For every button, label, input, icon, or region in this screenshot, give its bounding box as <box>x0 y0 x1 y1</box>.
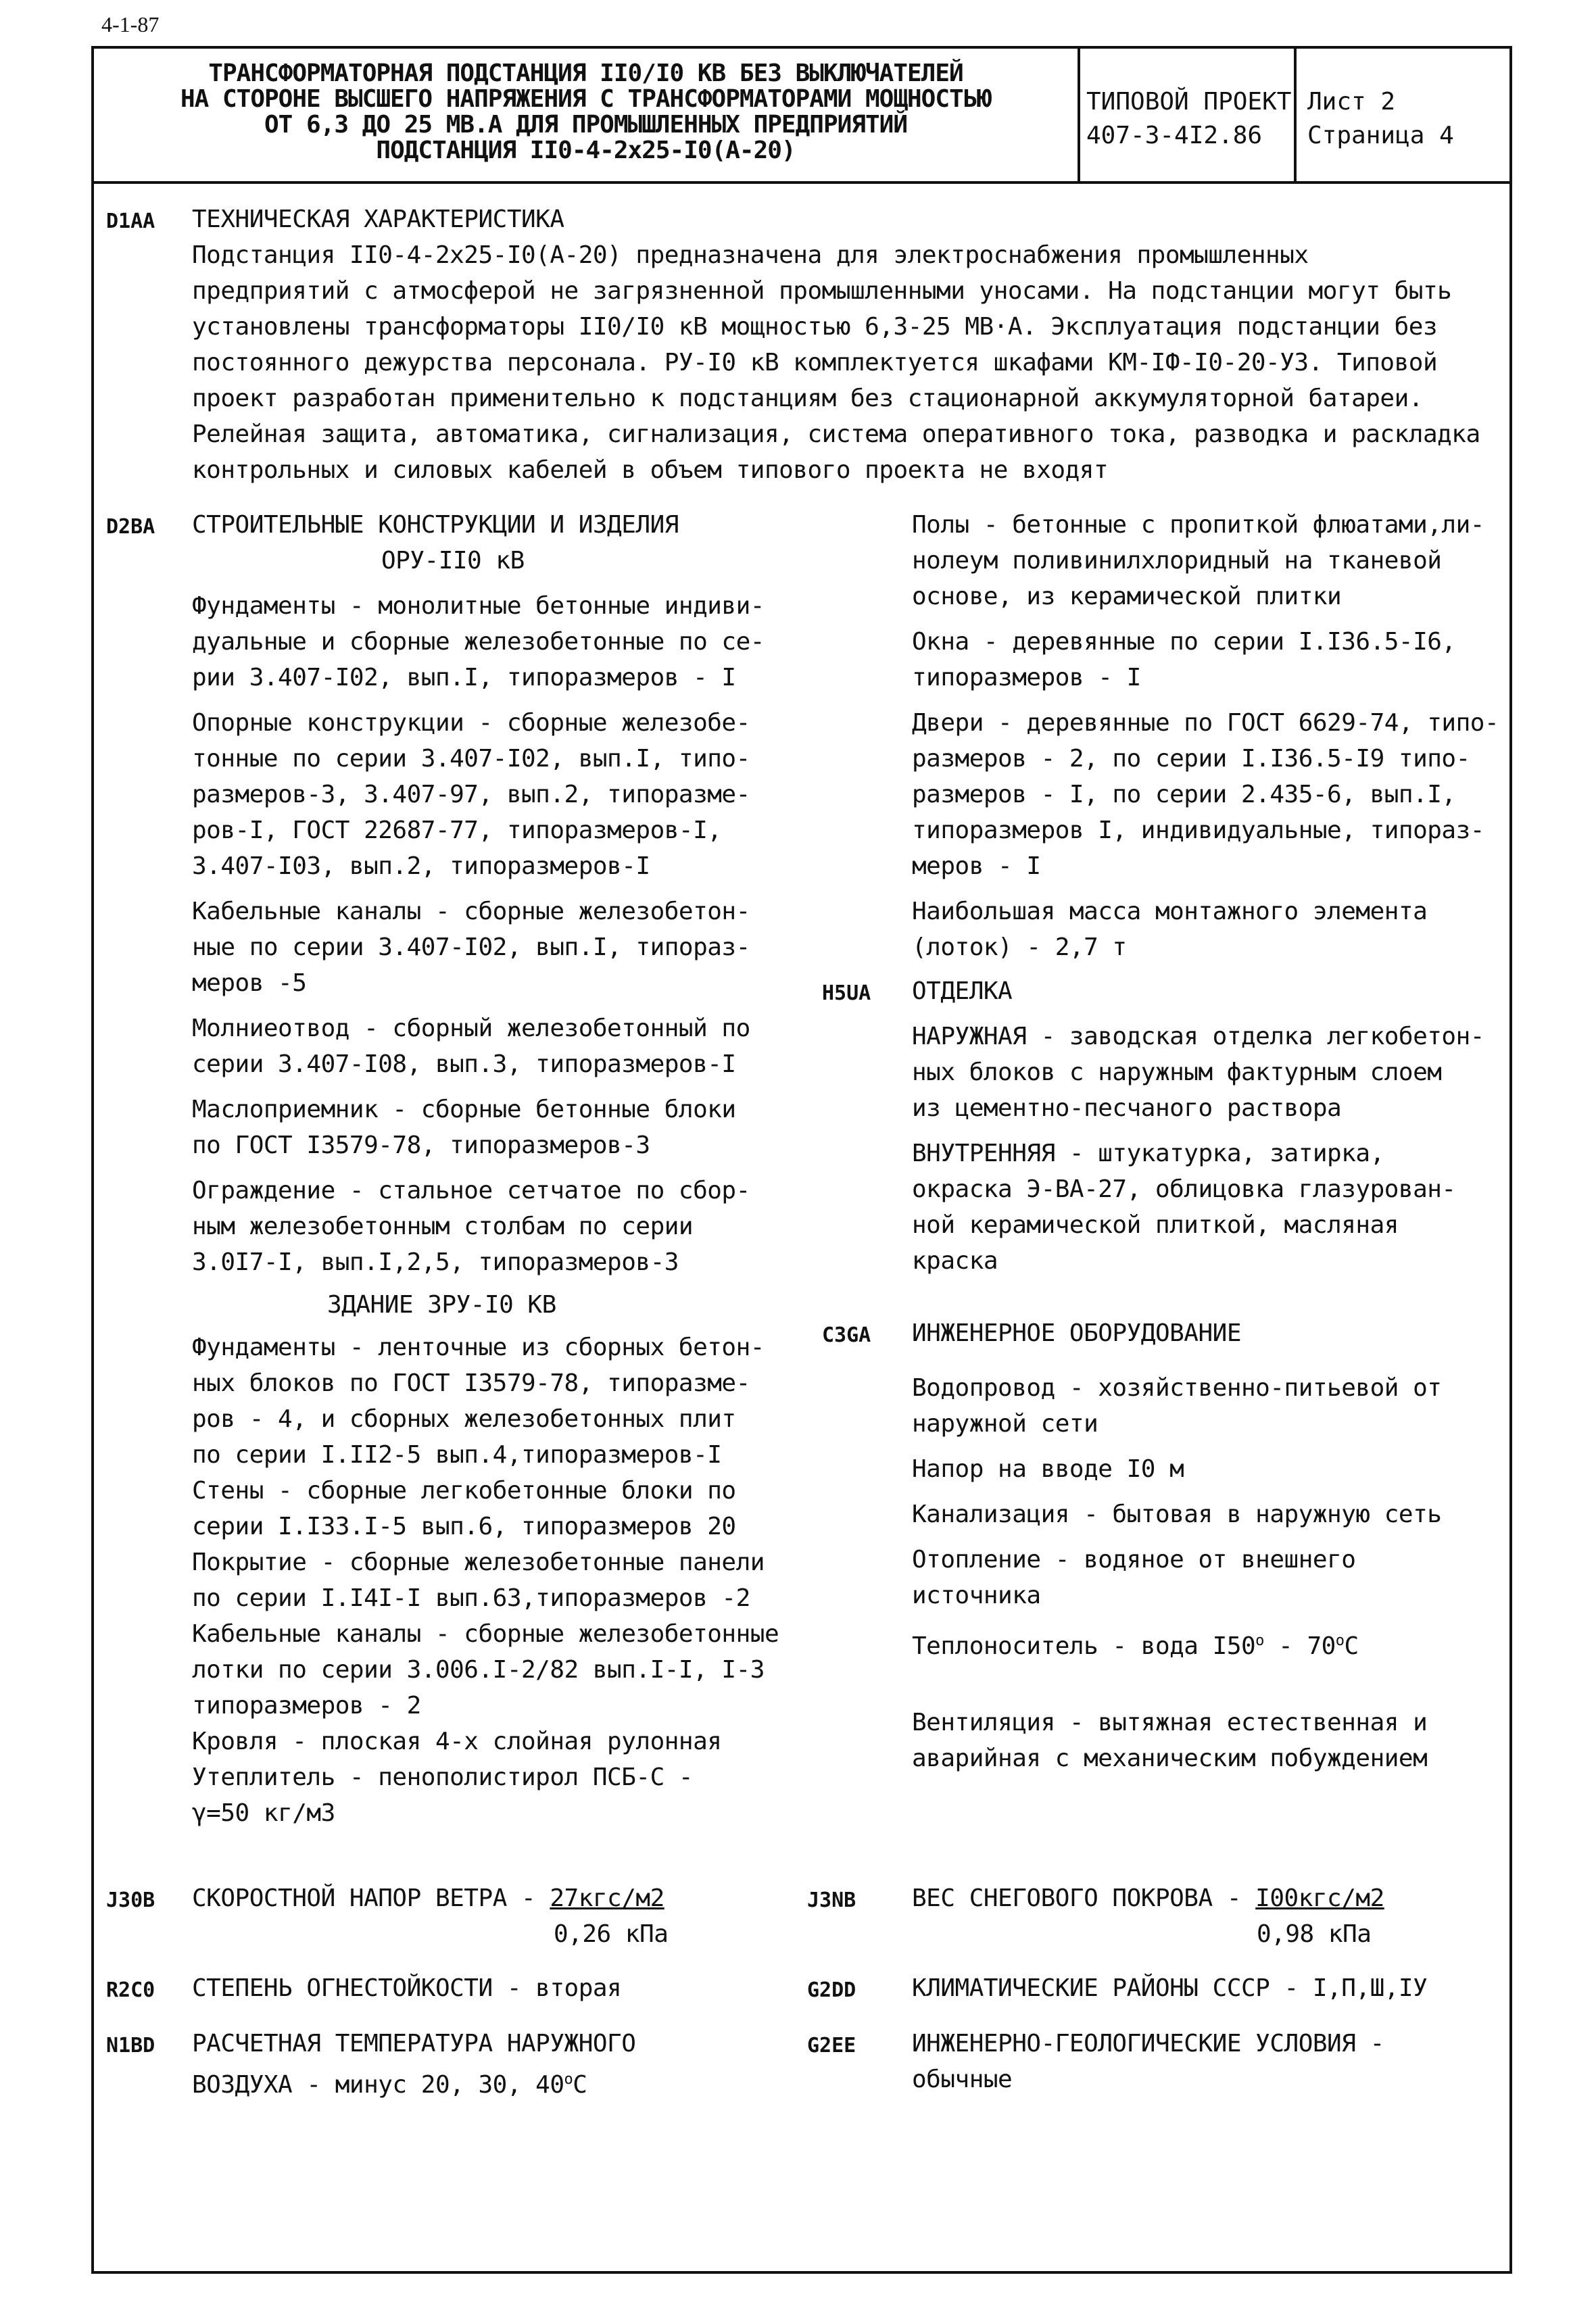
text-line: Утеплитель - пенополистирол ПСБ-С - <box>192 1763 694 1791</box>
corner-mark: 4-1-87 <box>101 12 160 36</box>
text-line: типоразмеров - I <box>912 664 1141 691</box>
sheet-cell <box>1307 85 1454 153</box>
text-line: Двери - деревянные по ГОСТ 6629-74, типо- <box>912 709 1499 737</box>
text-line: (лоток) - 2,7 т <box>912 933 1127 961</box>
section-code: D1АА <box>106 210 155 233</box>
text-line: дуальные и сборные железобетонные по се- <box>192 628 765 656</box>
text-line: γ=50 кг/м3 <box>192 1799 335 1827</box>
page-number: Страница 4 <box>1307 122 1454 149</box>
project-number: 407-3-4I2.86 <box>1086 122 1263 149</box>
text-line: Полы - бетонные с пропиткой флюатами,ли- <box>912 511 1484 539</box>
text-line: ВНУТРЕННЯЯ - штукатурка, затирка, <box>912 1140 1384 1167</box>
title-line: НА СТОРОНЕ ВЫСШЕГО НАПРЯЖЕНИЯ С ТРАНСФОРМАТОРАМИ МОЩНОСТЬЮ <box>180 85 992 113</box>
text-line: Наибольшая масса монтажного элемента <box>912 898 1428 925</box>
text-line: типоразмеров I, индивидуальные, типораз- <box>912 817 1484 844</box>
text-line: по серии I.II2-5 вып.4,типоразмеров-I <box>192 1441 722 1469</box>
section-heading: ТЕХНИЧЕСКАЯ ХАРАКТЕРИСТИКА <box>192 205 564 233</box>
text-line: размеров - I, по серии 2.435-6, вып.I, <box>912 781 1456 808</box>
section-code: С3GА <box>822 1323 871 1347</box>
finish-section <box>912 973 1484 1279</box>
section-code: R2С0 <box>106 1978 155 2002</box>
snow-load: ВЕС СНЕГОВОГО ПОКРОВА - I00кгс/м2 0,98 кПа <box>912 1884 1384 1948</box>
text-line: Фундаменты - монолитные бетонные индиви- <box>192 592 765 620</box>
text-line: проект разработан применительно к подстанциям без стационарной аккумуляторной батареи. <box>192 385 1423 412</box>
text-line: размеров - 2, по серии I.I36.5-I9 типо- <box>912 745 1470 773</box>
text-line: ным железобетонным столбам по серии <box>192 1213 694 1240</box>
climate-regions: КЛИМАТИЧЕСКИЕ РАЙОНЫ СССР - I,П,Ш,IУ <box>912 1974 1428 2002</box>
project-label: ТИПОВОЙ ПРОЕКТ <box>1086 88 1292 116</box>
text-line: контрольных и силовых кабелей в объем типового проекта не входят <box>192 456 1109 484</box>
section-code: N1ВD <box>106 2034 155 2057</box>
section-code: J30В <box>106 1888 155 1912</box>
section-code: D2ВА <box>106 515 155 539</box>
sheet-divider <box>1294 49 1297 181</box>
text-line: Ограждение - стальное сетчатое по сбор- <box>192 1177 750 1204</box>
outdoor-temperature: РАСЧЕТНАЯ ТЕМПЕРАТУРА НАРУЖНОГО ВОЗДУХА - минус 20, 30, $40^оС$ <box>192 2030 636 2099</box>
section-code: Н5UА <box>822 981 871 1005</box>
text-line: нолеум поливинилхлоридный на тканевой <box>912 547 1442 575</box>
text-line: Покрытие - сборные железобетонные панели <box>192 1549 765 1576</box>
title-block <box>94 49 1509 184</box>
text-line: Кабельные каналы - сборные железобетон- <box>192 898 750 925</box>
text-line: лотки по серии 3.006.I-2/82 вып.I-I, I-3 <box>192 1656 765 1684</box>
text-line: Канализация - бытовая в наружную сеть <box>912 1501 1442 1528</box>
text-line: наружной сети <box>912 1410 1098 1438</box>
document-title <box>94 61 1078 164</box>
text-line: ных блоков по ГОСТ I3579-78, типоразме- <box>192 1369 750 1397</box>
geology-conditions: ИНЖЕНЕРНО-ГЕОЛОГИЧЕСКИЕ УСЛОВИЯ - обычные <box>912 2030 1384 2093</box>
section-heading: СТРОИТЕЛЬНЫЕ КОНСТРУКЦИИ И ИЗДЕЛИЯ <box>192 511 679 539</box>
text-line: серии 3.407-I08, вып.3, типоразмеров-I <box>192 1050 736 1078</box>
drawing-frame <box>91 46 1512 2274</box>
text-line: Релейная защита, автоматика, сигнализация, система оперативного тока, разводка и раскладка <box>192 420 1480 448</box>
construction-right-column <box>912 507 1499 965</box>
text-line: аварийная с механическим побуждением <box>912 1745 1428 1772</box>
text-line: Водопровод - хозяйственно-питьевой от <box>912 1374 1442 1402</box>
text-line: размеров-3, 3.407-97, вып.2, типоразме- <box>192 781 750 808</box>
section-heading: ОТДЕЛКА <box>912 977 1013 1005</box>
text-line: рии 3.407-I02, вып.I, типоразмеров - I <box>192 664 736 691</box>
text-line: постоянного дежурства персонала. РУ-I0 кВ комплектуется шкафами КМ-IФ-I0-20-УЗ. Типовой <box>192 349 1438 376</box>
text-line: установлены трансформаторы II0/I0 кВ мощностью 6,3-25 МВ·А. Эксплуатация подстанции без <box>192 313 1438 341</box>
text-line: краска <box>912 1247 998 1275</box>
text-line: серии I.I33.I-5 вып.6, типоразмеров 20 <box>192 1513 736 1540</box>
text-line: Маслоприемник - сборные бетонные блоки <box>192 1096 736 1123</box>
text-line: Подстанция II0-4-2х25-I0(А-20) предназначена для электроснабжения промышленных <box>192 241 1309 269</box>
subheading: ОРУ-II0 кВ <box>381 547 525 575</box>
text-line: Кровля - плоская 4-х слойная рулонная <box>192 1728 722 1755</box>
title-line: ТРАНСФОРМАТОРНАЯ ПОДСТАНЦИЯ II0/I0 КВ БЕЗ ВЫКЛЮЧАТЕЛЕЙ <box>208 59 963 87</box>
text-line: ной керамической плиткой, масляная <box>912 1211 1399 1239</box>
project-cell <box>1086 85 1291 153</box>
text-line: Напор на вводе I0 м <box>912 1455 1184 1483</box>
text-line: Теплоноситель - вода $I50^о - 70^оС$ <box>912 1632 1359 1660</box>
text-line: Опорные конструкции - сборные железобе- <box>192 709 750 737</box>
equipment-section <box>912 1315 1441 1776</box>
wind-pressure: СКОРОСТНОЙ НАПОР ВЕТРА - 27кгс/м2 0,26 кПа <box>192 1884 669 1948</box>
title-divider <box>1078 49 1080 181</box>
section-heading: ИНЖЕНЕРНОЕ ОБОРУДОВАНИЕ <box>912 1319 1241 1347</box>
text-line: Отопление - водяное от внешнего <box>912 1546 1356 1574</box>
text-line: типоразмеров - 2 <box>192 1692 421 1720</box>
title-line: ОТ 6,3 ДО 25 МВ.А ДЛЯ ПРОМЫШЛЕННЫХ ПРЕДПРИЯТИЙ <box>264 111 907 139</box>
text-line: Окна - деревянные по серии I.I36.5-I6, <box>912 628 1456 656</box>
text-line: ров - 4, и сборных железобетонных плит <box>192 1405 736 1433</box>
text-line: из цементно-песчаного раствора <box>912 1094 1342 1122</box>
text-line: 3.407-I03, вып.2, типоразмеров-I <box>192 852 650 880</box>
text-line: ных блоков с наружным фактурным слоем <box>912 1058 1442 1086</box>
text-line: по ГОСТ I3579-78, типоразмеров-3 <box>192 1131 650 1159</box>
section-code: G2ЕЕ <box>807 2034 856 2057</box>
text-line: предприятий с атмосферой не загрязненной промышленными уносами. На подстанции могут быть <box>192 277 1452 305</box>
text-line: меров - I <box>912 852 1041 880</box>
text-line: Вентиляция - вытяжная естественная и <box>912 1709 1428 1736</box>
section-code: G2DD <box>807 1978 856 2002</box>
text-line: Кабельные каналы - сборные железобетонные <box>192 1620 779 1648</box>
tech-section <box>192 201 1480 488</box>
text-line: ров-I, ГОСТ 22687-77, типоразмеров-I, <box>192 817 722 844</box>
text-line: тонные по серии 3.407-I02, вып.I, типо- <box>192 745 750 773</box>
sheet-number: Лист 2 <box>1307 88 1396 116</box>
text-line: меров -5 <box>192 969 307 997</box>
text-line: Молниеотвод - сборный железобетонный по <box>192 1015 750 1042</box>
text-line: НАРУЖНАЯ - заводская отделка легкобетон- <box>912 1023 1484 1050</box>
subheading: ЗДАНИЕ ЗРУ-I0 КВ <box>327 1291 556 1319</box>
section-code: J3NВ <box>807 1888 856 1912</box>
construction-section <box>192 507 779 1831</box>
text-line: Стены - сборные легкобетонные блоки по <box>192 1477 736 1505</box>
text-line: Фундаменты - ленточные из сборных бетон- <box>192 1334 765 1361</box>
title-line: ПОДСТАНЦИЯ II0-4-2х25-I0(А-20) <box>376 137 796 164</box>
text-line: по серии I.I4I-I вып.63,типоразмеров -2 <box>192 1584 750 1612</box>
text-line: основе, из керамической плитки <box>912 583 1342 610</box>
text-line: 3.0I7-I, вып.I,2,5, типоразмеров-3 <box>192 1248 679 1276</box>
text-line: окраска Э-ВА-27, облицовка глазурован- <box>912 1175 1456 1203</box>
fire-resistance: СТЕПЕНЬ ОГНЕСТОЙКОСТИ - вторая <box>192 1974 622 2002</box>
text-line: источника <box>912 1582 1041 1609</box>
text-line: ные по серии 3.407-I02, вып.I, типораз- <box>192 933 750 961</box>
